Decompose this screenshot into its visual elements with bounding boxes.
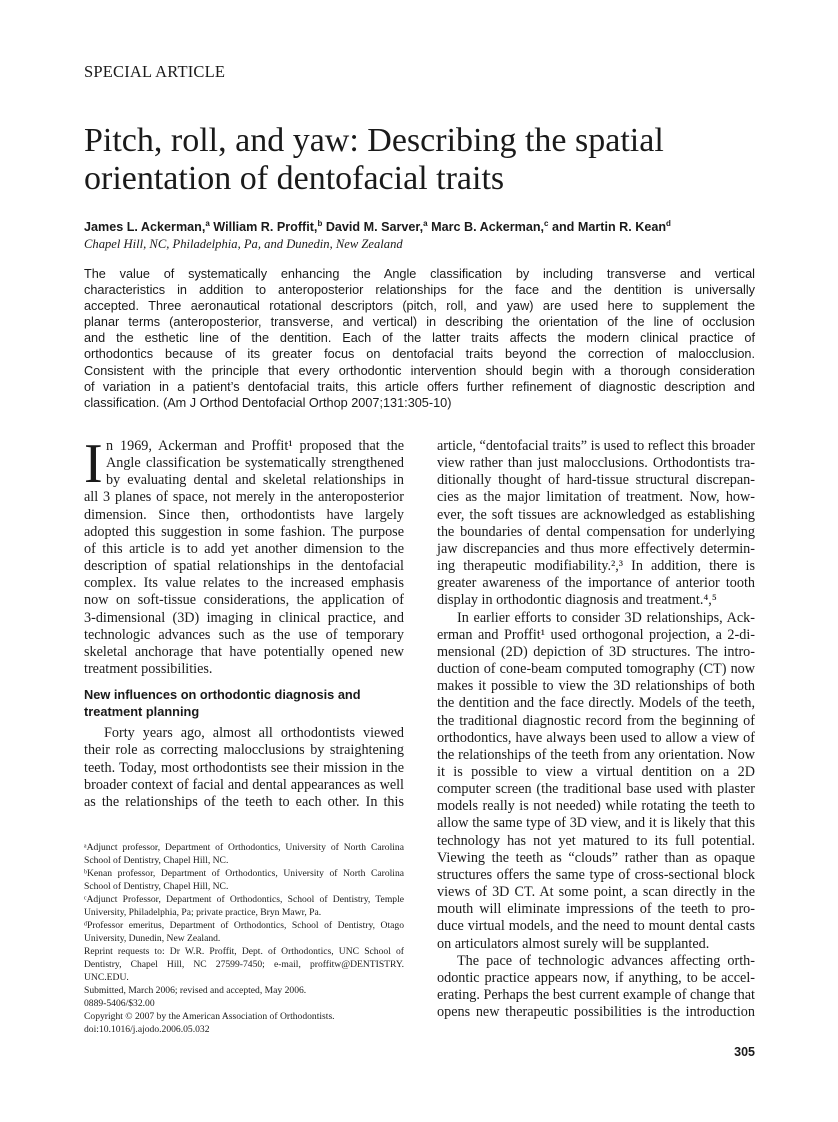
footnote-line: 0889-5406/$32.00 — [84, 998, 155, 1009]
abstract-line: planar terms (anteroposterior, transverse, and vertical) in describing the orientation of the line of occlusion — [84, 315, 755, 330]
text-line: by evaluating dental and skeletal relationships in — [106, 472, 404, 489]
text-line: adopted this suggestion in some fashion. The purpose — [84, 523, 404, 540]
footnote-line: Copyright © 2007 by the American Association of Orthodontists. — [84, 1011, 335, 1022]
abstract-line: The value of systematically enhancing the Angle classification by including transverse and vertical — [84, 267, 755, 281]
text-line: Viewing the teeth as “clouds” rather than as opaque — [437, 849, 755, 866]
footnote-line: School of Dentistry, Chapel Hill, NC. — [84, 855, 229, 866]
abstract-line: Consistent with the principle that every orthodontic intervention should begin with a thorough consideration — [84, 363, 755, 378]
text-line: makes it possible to view the 3D relationships of both — [437, 678, 755, 695]
text-line: Angle classification be systematically strengthened — [106, 455, 404, 472]
text-line: structures offers the same type of cross-sectional block — [437, 866, 755, 883]
paragraph — [84, 725, 404, 811]
text-line: erating. Perhaps the best current example of change that — [437, 987, 755, 1003]
abstract-line: accepted. Three aeronautical rotational descriptors (pitch, roll, and yaw) are used here to supplement the — [84, 299, 755, 314]
text-line: the traditional diagnostic record from the beginning of — [437, 712, 755, 729]
text-line: greater awareness of the importance of anterior tooth — [437, 575, 755, 592]
text-line: view rather than just malocclusions. Orthodontists tra- — [437, 455, 755, 472]
paragraph — [437, 610, 755, 953]
text-line: treatment possibilities. — [84, 661, 213, 678]
author-affiliation-mark: d — [666, 219, 671, 228]
text-line: article, “dentofacial traits” is used to reflect this broader — [437, 438, 755, 454]
text-line: odontic practice appears now, if anything, to be accel- — [437, 969, 755, 986]
paragraph — [437, 953, 755, 1022]
text-line: on articulators almost surely will be supplanted. — [437, 935, 710, 952]
intro-paragraph — [84, 433, 404, 678]
abstract-line: orthodontics because of its greater focus on dentofacial traits beyond the correction of malocclusion. — [84, 347, 755, 362]
text-line: models really is not needed) while rotating the teeth to — [437, 798, 755, 815]
text-line: views of 3D CT. At some point, a scan directly in the — [437, 884, 755, 901]
author-name: William R. Proffit, — [213, 220, 318, 235]
text-line: computer screen (the traditional base used with plaster — [437, 781, 755, 798]
text-line: ever, the soft tissues are acknowledged as establishing — [437, 506, 755, 523]
footnote-line: ᶜAdjunct Professor, Department of Orthodontics, School of Dentistry, Temple — [84, 894, 404, 905]
page-number: 305 — [734, 1045, 755, 1059]
footnote-line: Dentistry, Chapel Hill, NC 27599-7450; e-mail, proffitw@DENTISTRY. — [84, 959, 404, 970]
author-name: and Martin R. Kean — [551, 220, 667, 235]
text-line: ditionally thought of hard-tissue structural discrepan- — [437, 472, 755, 489]
author-name: David M. Sarver, — [325, 220, 424, 235]
affiliation-locations: Chapel Hill, NC, Philadelphia, Pa, and Dunedin, New Zealand — [84, 237, 403, 251]
footnote-line: doi:10.1016/j.ajodo.2006.05.032 — [84, 1024, 210, 1035]
text-line: opens new therapeutic possibilities is the introduction — [437, 1004, 755, 1021]
heading-line: New influences on orthodontic diagnosis and — [84, 687, 361, 703]
author-list — [84, 219, 671, 234]
article-title — [84, 122, 664, 198]
text-line: it is possible to view a virtual dentition on a 2D — [437, 763, 755, 780]
text-line: description of spatial relationships in the dentofacial — [84, 558, 404, 575]
author-name: James L. Ackerman, — [84, 220, 206, 235]
footnote-line: ᵈProfessor emeritus, Department of Orthodontics, School of Dentistry, Otago — [84, 920, 404, 931]
abstract-line: characteristics in addition to anteroposterior relationships for the face and the dentition is universally — [84, 283, 755, 298]
author-affiliation-mark: b — [317, 219, 323, 228]
text-line: duction of cone-beam computed tomography (CT) now — [437, 661, 755, 678]
author-affiliation-mark: c — [544, 219, 549, 228]
text-line: technologic advances such as the use of temporary — [84, 626, 404, 643]
paragraph — [437, 438, 755, 610]
text-line: display in orthodontic diagnosis and treatment.⁴,⁵ — [437, 592, 717, 609]
text-line: allow the same type of 3D view, and it is likely that this — [437, 815, 755, 832]
text-line: broader context of facial and dental appearances as well — [84, 776, 404, 793]
text-line: The pace of technologic advances affecting orth- — [457, 952, 755, 969]
right-column — [437, 438, 755, 1021]
footnote-line: University, Dunedin, New Zealand. — [84, 933, 221, 944]
text-line: mensional (2D) depiction of 3D structures. The intro- — [437, 643, 755, 660]
text-line: mouth will eliminate impressions of the teeth to pro- — [437, 901, 755, 918]
footnote-line: Reprint requests to: Dr W.R. Proffit, Dept. of Orthodontics, UNC School of — [84, 946, 404, 957]
text-line: all 3 planes of space, not merely in the anteroposterior — [84, 489, 404, 506]
footnotes — [84, 841, 404, 1036]
author-affiliation-mark: a — [205, 219, 210, 228]
heading-line: treatment planning — [84, 704, 200, 720]
text-line: complex. Its value relates to the increased emphasis — [84, 575, 404, 592]
text-line: technology has not yet matured to its full potential. — [437, 832, 755, 849]
text-line: the dentition and the face directly. Models of the teeth, — [437, 695, 755, 712]
text-line: of this article is to add yet another dimension to the — [84, 540, 404, 557]
text-line: ing therapeutic modifiability.²,³ In addition, there is — [437, 558, 755, 575]
footnote-line: University, Philadelphia, Pa; private practice, Bryn Mawr, Pa. — [84, 907, 322, 918]
author-affiliation-mark: a — [423, 219, 428, 228]
title-line: orientation of dentofacial traits — [84, 160, 505, 197]
section-kicker: SPECIAL ARTICLE — [84, 62, 226, 81]
footnote-line: UNC.EDU. — [84, 972, 129, 983]
section-heading — [84, 686, 404, 720]
footnote-line: ᵃAdjunct professor, Department of Orthodontics, University of North Carolina — [84, 842, 404, 853]
title-line: Pitch, roll, and yaw: Describing the spatial — [84, 122, 664, 159]
text-line: now on soft-tissue considerations, the application of — [84, 592, 404, 609]
author-name: Marc B. Ackerman, — [431, 220, 545, 235]
text-line: In earlier efforts to consider 3D relationships, Ack- — [457, 609, 755, 626]
footnote-line: ᵇKenan professor, Department of Orthodontics, University of North Carolina — [84, 868, 404, 879]
text-line: the relationships of the teeth from any orientation. Now — [437, 746, 755, 763]
text-line: skeletal anchorage that have potentially opened new — [84, 643, 404, 660]
text-line: the boundaries of dental compensation for underlying — [437, 523, 755, 540]
footnote-line: School of Dentistry, Chapel Hill, NC. — [84, 881, 229, 892]
left-column — [84, 433, 404, 811]
text-line: 3-dimensional (3D) imaging in clinical practice, and — [84, 609, 404, 626]
abstract-line: of variation in a patient’s dentofacial traits, this article offers further refinement of diagnostic description and — [84, 379, 755, 394]
text-line: Forty years ago, almost all orthodontists viewed — [104, 725, 404, 742]
abstract — [84, 266, 755, 411]
text-line: n 1969, Ackerman and Proffit¹ proposed that the — [106, 438, 404, 454]
drop-cap: I — [84, 433, 103, 495]
text-line: duce virtual models, and the need to mount dental casts — [437, 918, 755, 935]
text-line: erman and Proffit¹ used orthogonal projection, a 2-di- — [437, 626, 755, 643]
text-line: cies as the major limitation of treatment. Now, how- — [437, 489, 755, 506]
text-line: their role as correcting malocclusions by straightening — [84, 742, 404, 759]
abstract-line: and the esthetic line of the dentition. Each of the latter traits affects the modern clinical practice of — [84, 331, 755, 346]
text-line: jaw discrepancies and thus more effectively determin- — [437, 540, 755, 557]
text-line: orthodontics, have always been used to allow a view of — [437, 729, 755, 746]
text-line: teeth. Today, most orthodontists see their mission in the — [84, 759, 404, 776]
text-line: dimension. Since then, orthodontists have largely — [84, 506, 404, 523]
text-line: as the relationships of the teeth to each other. In this — [84, 793, 404, 810]
footnote-line: Submitted, March 2006; revised and accepted, May 2006. — [84, 985, 307, 996]
abstract-line: classification. (Am J Orthod Dentofacial Orthop 2007;131:305-10) — [84, 395, 452, 410]
